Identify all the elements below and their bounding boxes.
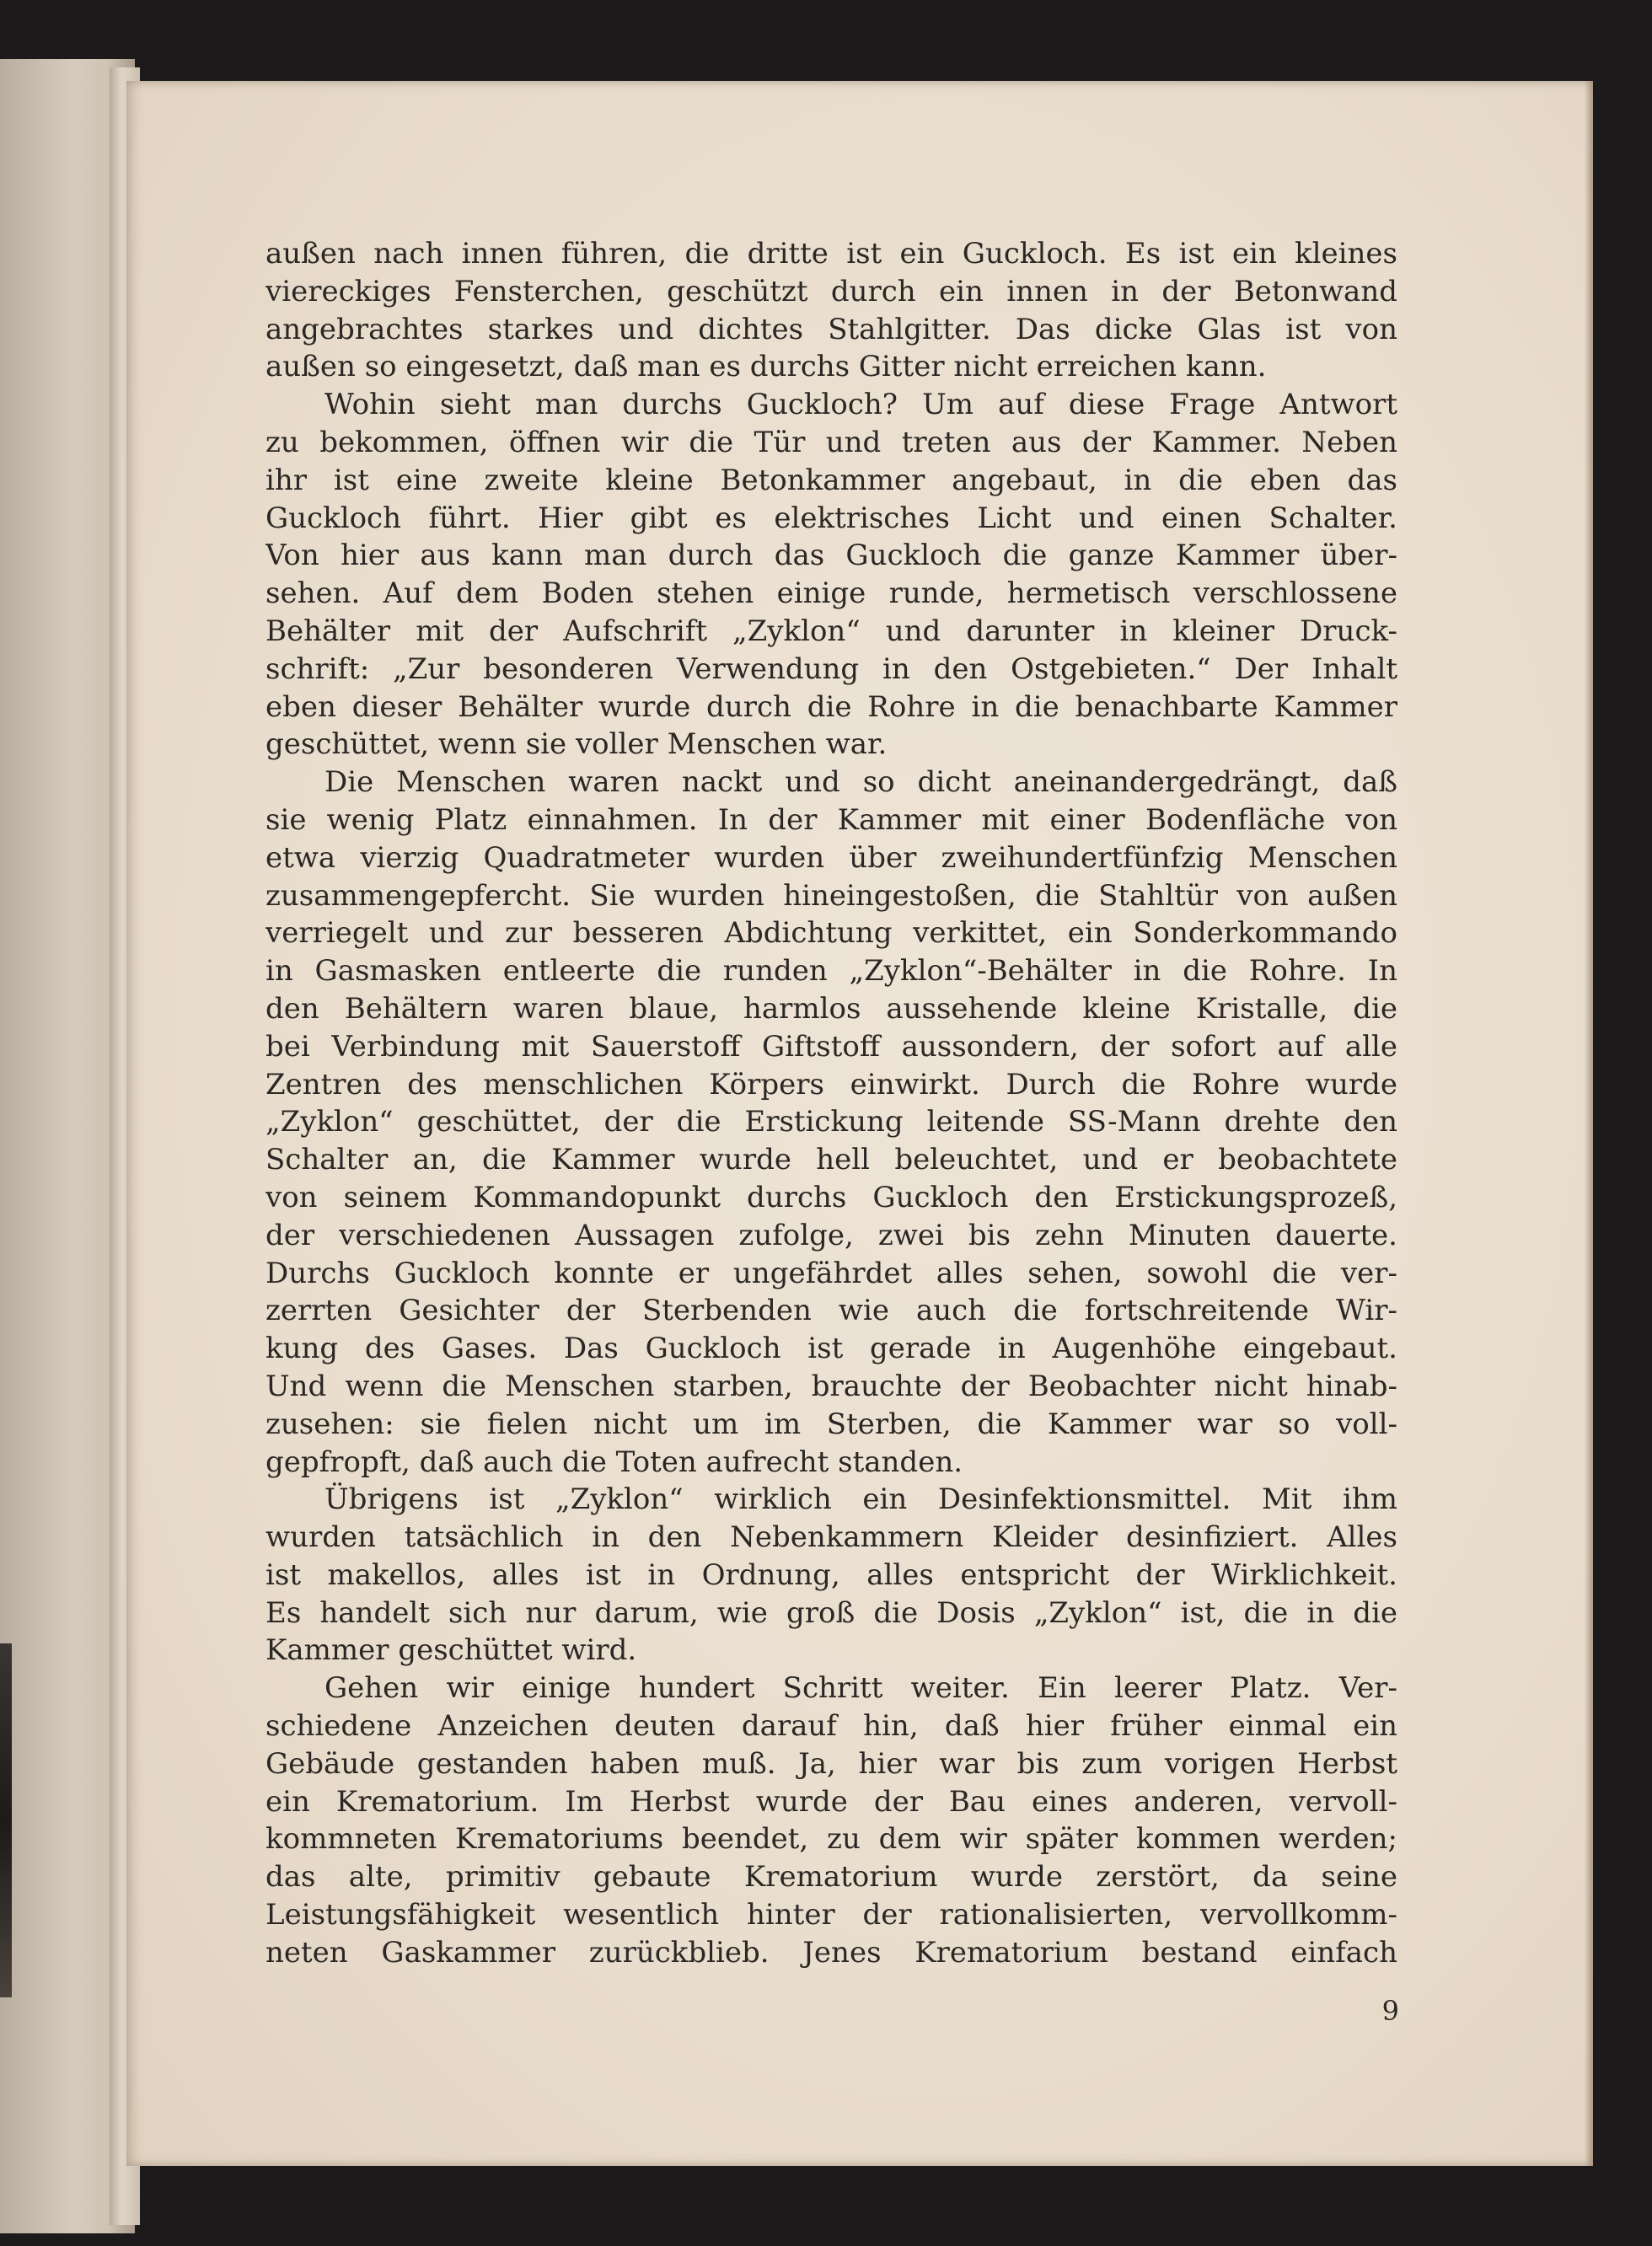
text-line: eben dieser Behälter wurde durch die Rohre in die benachbarte Kammer [266, 689, 1397, 724]
text-line: das alte, primitiv gebaute Krematorium wurde zerstört, da seine [266, 1860, 1397, 1895]
text-line: der verschiedenen Aussagen zufolge, zwei bis zehn Minuten dauerte. [266, 1218, 1397, 1252]
text-line: Übrigens ist „Zyklon“ wirklich ein Desinfektionsmittel. Mit ihm [324, 1482, 1397, 1517]
text-line: Gebäude gestanden haben muß. Ja, hier war bis zum vorigen Herbst [266, 1746, 1397, 1781]
text-line: außen so eingesetzt, daß man es durchs Gitter nicht erreichen kann. [266, 350, 1267, 384]
text-line: ein Krematorium. Im Herbst wurde der Bau eines anderen, vervoll- [266, 1784, 1397, 1819]
text-line: wurden tatsächlich in den Nebenkammern Kleider desinfiziert. Alles [266, 1520, 1397, 1555]
text-line: Gehen wir einige hundert Schritt weiter. Ein leerer Platz. Ver- [324, 1671, 1397, 1706]
text-line: zu bekommen, öffnen wir die Tür und treten aus der Kammer. Neben [266, 425, 1397, 459]
text-line: Zentren des menschlichen Körpers einwirkt. Durch die Rohre wurde [266, 1067, 1397, 1102]
text-line: Durchs Guckloch konnte er ungefährdet alles sehen, sowohl die ver- [266, 1256, 1397, 1290]
text-line: schrift: „Zur besonderen Verwendung in den Ostgebieten.“ Der Inhalt [266, 651, 1397, 686]
text-line: verriegelt und zur besseren Abdichtung verkittet, ein Sonderkommando [266, 916, 1397, 951]
text-line: Behälter mit der Aufschrift „Zyklon“ und darunter in kleiner Druck- [266, 614, 1397, 648]
text-line: Guckloch führt. Hier gibt es elektrisches Licht und einen Schalter. [266, 501, 1397, 535]
text-line: geschüttet, wenn sie voller Menschen war. [266, 727, 888, 762]
left-page-photo-edge [0, 1643, 12, 1997]
text-line: Die Menschen waren nackt und so dicht aneinandergedrängt, daß [324, 765, 1397, 800]
text-line: Von hier aus kann man durch das Guckloch die ganze Kammer über- [266, 539, 1397, 573]
text-line: zerrten Gesichter der Sterbenden wie auch die fortschreitende Wir- [266, 1294, 1397, 1328]
text-line: Und wenn die Menschen starben, brauchte der Beobachter nicht hinab- [266, 1369, 1397, 1403]
text-line: bei Verbindung mit Sauerstoff Giftstoff aussondern, der sofort auf alle [266, 1029, 1397, 1064]
text-line: Leistungsfähigkeit wesentlich hinter der rationalisierten, vervollkomm- [266, 1898, 1397, 1932]
text-line: angebrachtes starkes und dichtes Stahlgitter. Das dicke Glas ist von [266, 312, 1397, 346]
text-line: ihr ist eine zweite kleine Betonkammer angebaut, in die eben das [266, 463, 1397, 497]
text-line: sie wenig Platz einnahmen. In der Kammer mit einer Bodenfläche von [266, 802, 1397, 837]
text-line: sehen. Auf dem Boden stehen einige runde, hermetisch verschlossene [266, 576, 1397, 611]
text-line: viereckiges Fensterchen, geschützt durch ein innen in der Betonwand [266, 274, 1397, 308]
text-line: gepfropft, daß auch die Toten aufrecht standen. [266, 1445, 963, 1479]
text-line: den Behältern waren blaue, harmlos aussehende kleine Kristalle, die [266, 991, 1397, 1026]
text-line: kung des Gases. Das Guckloch ist gerade in Augenhöhe eingebaut. [266, 1332, 1397, 1366]
text-line: kommneten Krematoriums beendet, zu dem wir später kommen werden; [266, 1822, 1397, 1857]
text-line: außen nach innen führen, die dritte ist ein Guckloch. Es ist ein kleines [266, 237, 1397, 271]
text-line: zusammengepfercht. Sie wurden hineingestoßen, die Stahltür von außen [266, 878, 1397, 913]
text-line: von seinem Kommandopunkt durchs Guckloch den Erstickungsprozeß, [266, 1180, 1397, 1214]
text-line: in Gasmasken entleerte die runden „Zyklon“-Behälter in die Rohre. In [266, 954, 1397, 989]
text-line: Kammer geschüttet wird. [266, 1633, 637, 1668]
page-edge [1585, 81, 1593, 2166]
text-line: etwa vierzig Quadratmeter wurden über zweihundertfünfzig Menschen [266, 840, 1397, 875]
text-line: zusehen: sie fielen nicht um im Sterben, die Kammer war so voll- [266, 1407, 1397, 1441]
book-page [126, 81, 1593, 2166]
text-line: neten Gaskammer zurückblieb. Jenes Krematorium bestand einfach [266, 1935, 1397, 1970]
text-line: ist makellos, alles ist in Ordnung, alles entspricht der Wirklichkeit. [266, 1557, 1397, 1592]
page-number: 9 [1381, 1995, 1399, 2027]
text-line: schiedene Anzeichen deuten darauf hin, daß hier früher einmal ein [266, 1709, 1397, 1744]
text-line: „Zyklon“ geschüttet, der die Erstickung leitende SS-Mann drehte den [266, 1105, 1397, 1139]
text-line: Es handelt sich nur darum, wie groß die Dosis „Zyklon“ ist, die in die [266, 1595, 1397, 1630]
text-line: Schalter an, die Kammer wurde hell beleuchtet, und er beobachtete [266, 1143, 1397, 1177]
text-line: Wohin sieht man durchs Guckloch? Um auf diese Frage Antwort [324, 388, 1397, 422]
body-text [266, 235, 1397, 1972]
